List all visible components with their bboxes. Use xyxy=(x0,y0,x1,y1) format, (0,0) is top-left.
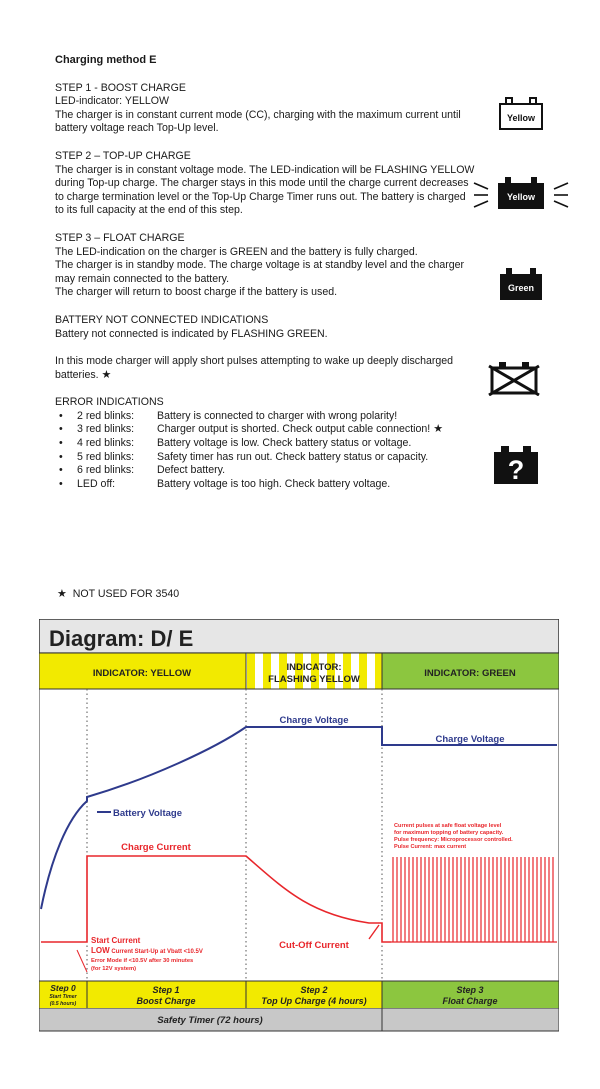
errors-heading: ERROR INDICATIONS xyxy=(55,396,164,409)
pulse-line: In this mode charger will apply short pulses attempting to wake up deeply discharged xyxy=(55,355,454,368)
battery-label: Green xyxy=(507,283,535,293)
step1-section xyxy=(55,82,475,136)
safety-timer-label: Safety Timer (72 hours) xyxy=(157,1015,263,1026)
battery-yellow-icon xyxy=(498,96,544,132)
indicator-flashing-1: INDICATOR: xyxy=(286,662,342,673)
charge-voltage-label-2: Charge Voltage xyxy=(435,734,505,745)
diagram-title: Diagram: D/ E xyxy=(49,626,194,651)
step3-line: The charger will return to boost charge if the battery is used. xyxy=(55,286,338,299)
error-item xyxy=(55,451,475,465)
pulses-text: Pulse Current: max current xyxy=(394,844,467,850)
twelve-volt-text: (for 12V system) xyxy=(91,966,137,972)
step3-sub: Float Charge xyxy=(442,996,498,1006)
error-key: 4 red blinks: xyxy=(77,437,135,450)
error-key: LED off: xyxy=(77,477,116,490)
not-connected-line: Battery not connected is indicated by FLASHING GREEN. xyxy=(55,327,328,340)
error-key: 5 red blinks: xyxy=(77,450,135,463)
battery-label: Yellow xyxy=(506,113,536,123)
step2-line: to charge termination level or the Top-Up Charge Timer runs out. The battery is charged xyxy=(55,190,466,203)
low-label: LOW xyxy=(91,946,110,955)
battery-green-icon xyxy=(498,266,544,302)
step3-line: The charger is in standby mode. The charge voltage is at standby level and the charger xyxy=(55,259,465,272)
not-connected-heading: BATTERY NOT CONNECTED INDICATIONS xyxy=(55,313,269,326)
step1-label: Step 1 xyxy=(152,985,180,995)
step3-line: The LED-indication on the charger is GREEN and the battery is fully charged. xyxy=(55,245,418,258)
step2-line: during Top-up charge. The charger stays in this mode until the charge current decreases xyxy=(55,177,469,190)
charging-diagram xyxy=(39,619,559,1009)
error-key: 6 red blinks: xyxy=(77,464,135,477)
footnote xyxy=(57,587,179,600)
pulse-line-2 xyxy=(55,369,475,383)
indicator-flashing-2: FLASHING YELLOW xyxy=(268,674,360,685)
step1-sub: Boost Charge xyxy=(136,996,196,1006)
document-text xyxy=(55,54,475,505)
pulses-text: Current pulses at safe float voltage level xyxy=(394,823,502,829)
step3-section xyxy=(55,232,475,300)
step2-line: to its full capacity at the end of this step. xyxy=(55,204,243,217)
errors-section xyxy=(55,396,475,491)
error-value: Battery is connected to charger with wrong polarity! xyxy=(157,409,398,422)
error-value: Charger output is shorted. Check output cable connection! xyxy=(157,423,431,436)
step2-sub: Top Up Charge (4 hours) xyxy=(261,996,367,1006)
battery-label: ? xyxy=(507,455,525,485)
start-current-label: Start Current xyxy=(91,936,141,945)
pulse-text: batteries. xyxy=(55,368,99,381)
pulses-text: Pulse frequency: Microprocessor controlled. xyxy=(394,837,513,843)
error-value: Battery voltage is too high. Check battery voltage. xyxy=(157,477,391,490)
pulses-text: for maximum topping of battery capacity. xyxy=(394,830,504,836)
step2-label: Step 2 xyxy=(300,985,328,995)
error-mode-text: Error Mode if <10.5V after 30 minutes xyxy=(91,958,194,964)
error-value: Safety timer has run out. Check battery status or capacity. xyxy=(157,450,429,463)
safety-timer-band xyxy=(39,1008,559,1032)
cutoff-current-label: Cut-Off Current xyxy=(279,940,349,951)
footnote-text: NOT USED FOR 3540 xyxy=(72,588,180,600)
step2-heading: STEP 2 – TOP-UP CHARGE xyxy=(55,149,191,162)
star-icon: ★ xyxy=(433,423,444,436)
error-item xyxy=(55,410,475,424)
charge-current-label: Charge Current xyxy=(121,842,191,853)
step2-line: The charger is in constant voltage mode. The LED-indication will be FLASHING YELLOW xyxy=(55,163,475,176)
star-icon: ★ xyxy=(101,368,112,381)
step1-line: The charger is in constant current mode (CC), charging with the maximum current until xyxy=(55,108,461,121)
step3-label: Step 3 xyxy=(456,985,484,995)
step1-line: LED-indicator: YELLOW xyxy=(55,95,170,108)
step1-heading: STEP 1 - BOOST CHARGE xyxy=(55,81,186,94)
step0-sub: (0.5 hours) xyxy=(49,1001,77,1007)
not-connected-section xyxy=(55,314,475,382)
error-item xyxy=(55,478,475,492)
battery-error-icon xyxy=(492,444,540,486)
error-item xyxy=(55,437,475,451)
charge-voltage-label: Charge Voltage xyxy=(279,715,349,726)
indicator-yellow: INDICATOR: YELLOW xyxy=(92,668,192,679)
step3-line: may remain connected to the battery. xyxy=(55,272,230,285)
indicator-green: INDICATOR: GREEN xyxy=(424,668,516,679)
step0-sub: Start Timer xyxy=(49,994,77,1000)
star-icon: ★ xyxy=(57,588,67,600)
doc-title: Charging method E xyxy=(55,54,157,66)
step0-label: Step 0 xyxy=(50,983,76,993)
low-rest: Current Start-Up at Vbatt <10.5V xyxy=(109,949,203,955)
error-value: Defect battery. xyxy=(157,464,226,477)
step2-section xyxy=(55,150,475,218)
error-key: 3 red blinks: xyxy=(77,423,135,436)
step1-line: battery voltage reach Top-Up level. xyxy=(55,122,219,135)
battery-voltage-label: Battery Voltage xyxy=(113,808,182,819)
errors-list xyxy=(55,410,475,492)
error-item xyxy=(55,464,475,478)
battery-not-connected-icon xyxy=(488,360,540,396)
error-key: 2 red blinks: xyxy=(77,409,135,422)
step3-heading: STEP 3 – FLOAT CHARGE xyxy=(55,231,185,244)
battery-label: Yellow xyxy=(506,192,536,202)
error-value: Battery voltage is low. Check battery status or voltage. xyxy=(157,437,412,450)
battery-flashing-yellow-icon xyxy=(470,175,572,213)
error-item xyxy=(55,423,475,437)
